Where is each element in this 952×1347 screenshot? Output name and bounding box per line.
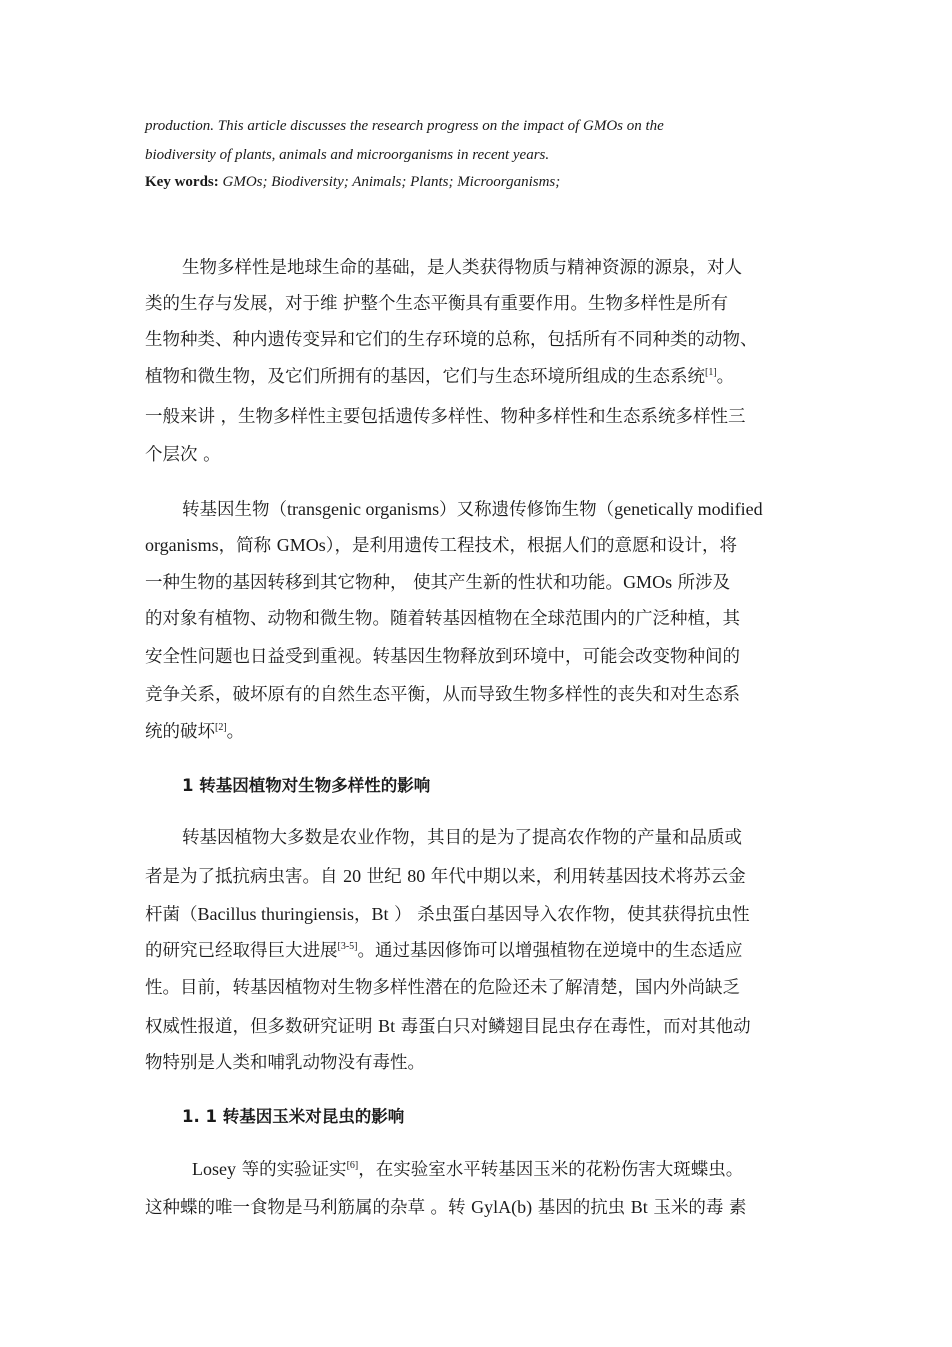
- section-heading: 1 转基因植物对生物多样性的影响: [182, 776, 431, 795]
- body-line: 性。目前，转基因植物对生物多样性潜在的危险还未了解清楚，国内外尚缺乏: [145, 978, 740, 998]
- body-line: 类的生存与发展，对于维 护整个生态平衡具有重要作用。生物多样性是所有: [145, 294, 729, 314]
- subsection-heading: 1. 1 转基因玉米对昆虫的影响: [182, 1107, 405, 1126]
- body-line: 统的破坏[2]。: [145, 722, 245, 742]
- body-line: 转基因植物大多数是农业作物，其目的是为了提高农作物的产量和品质或: [182, 828, 742, 848]
- keywords: [145, 172, 560, 192]
- abstract-line: biodiversity of plants, animals and microorganisms in recent years.: [145, 147, 550, 163]
- body-line: 安全性问题也日益受到重视。转基因生物释放到环境中，可能会改变物种间的: [145, 647, 740, 667]
- body-line: 一种生物的基因转移到其它物种， 使其产生新的性状和功能。GMOs 所涉及: [145, 572, 731, 593]
- body-line: 杆菌（Bacillus thuringiensis，Bt ） 杀虫蛋白基因导入农作物，使其获得抗虫性: [145, 904, 750, 925]
- body-line: 这种蝶的唯一食物是马利筋属的杂草 。转 GylA(b) 基因的抗虫 Bt 玉米的毒 素: [145, 1197, 747, 1218]
- body-line: 权威性报道，但多数研究证明 Bt 毒蛋白只对鳞翅目昆虫存在毒性，而对其他动: [145, 1016, 751, 1037]
- body-line: 物特别是人类和哺乳动物没有毒性。: [145, 1053, 425, 1073]
- body-line: 个层次 。: [145, 445, 221, 465]
- citation: [2]: [215, 722, 227, 733]
- body-line: 生物多样性是地球生命的基础，是人类获得物质与精神资源的源泉，对人: [182, 258, 742, 278]
- body-line: Losey 等的实验证实[6]，在实验室水平转基因玉米的花粉伤害大斑蝶虫。: [192, 1159, 744, 1180]
- body-line: organisms，简称 GMOs），是利用遗传工程技术，根据人们的意愿和设计，将: [145, 535, 738, 556]
- keywords-text: GMOs; Biodiversity; Animals; Plants; Microorganisms;: [218, 174, 561, 190]
- body-line: 转基因生物（transgenic organisms）又称遗传修饰生物（genetically modified: [182, 499, 763, 520]
- body-line: 的对象有植物、动物和微生物。随着转基因植物在全球范围内的广泛种植，其: [145, 609, 740, 629]
- body-line: 竞争关系，破坏原有的自然生态平衡，从而导致生物多样性的丧失和对生态系: [145, 685, 740, 705]
- body-line: 生物种类、种内遗传变异和它们的生存环境的总称，包括所有不同种类的动物、: [145, 330, 758, 350]
- body-line: 一般来讲 ，生物多样性主要包括遗传多样性、物种多样性和生态系统多样性三: [145, 407, 746, 427]
- body-line: 者是为了抵抗病虫害。自 20 世纪 80 年代中期以来，利用转基因技术将苏云金: [145, 866, 746, 887]
- citation: [3-5]: [337, 941, 358, 952]
- abstract-line: production. This article discusses the research progress on the impact of GMOs on the: [145, 118, 664, 134]
- citation: [1]: [705, 367, 717, 378]
- body-line: 的研究已经取得巨大进展[3-5]。通过基因修饰可以增强植物在逆境中的生态适应: [145, 941, 743, 961]
- keywords-label: Key words:: [145, 174, 219, 190]
- body-line: 植物和微生物，及它们所拥有的基因，它们与生态环境所组成的生态系统[1]。: [145, 367, 735, 387]
- citation: [6]: [346, 1160, 359, 1171]
